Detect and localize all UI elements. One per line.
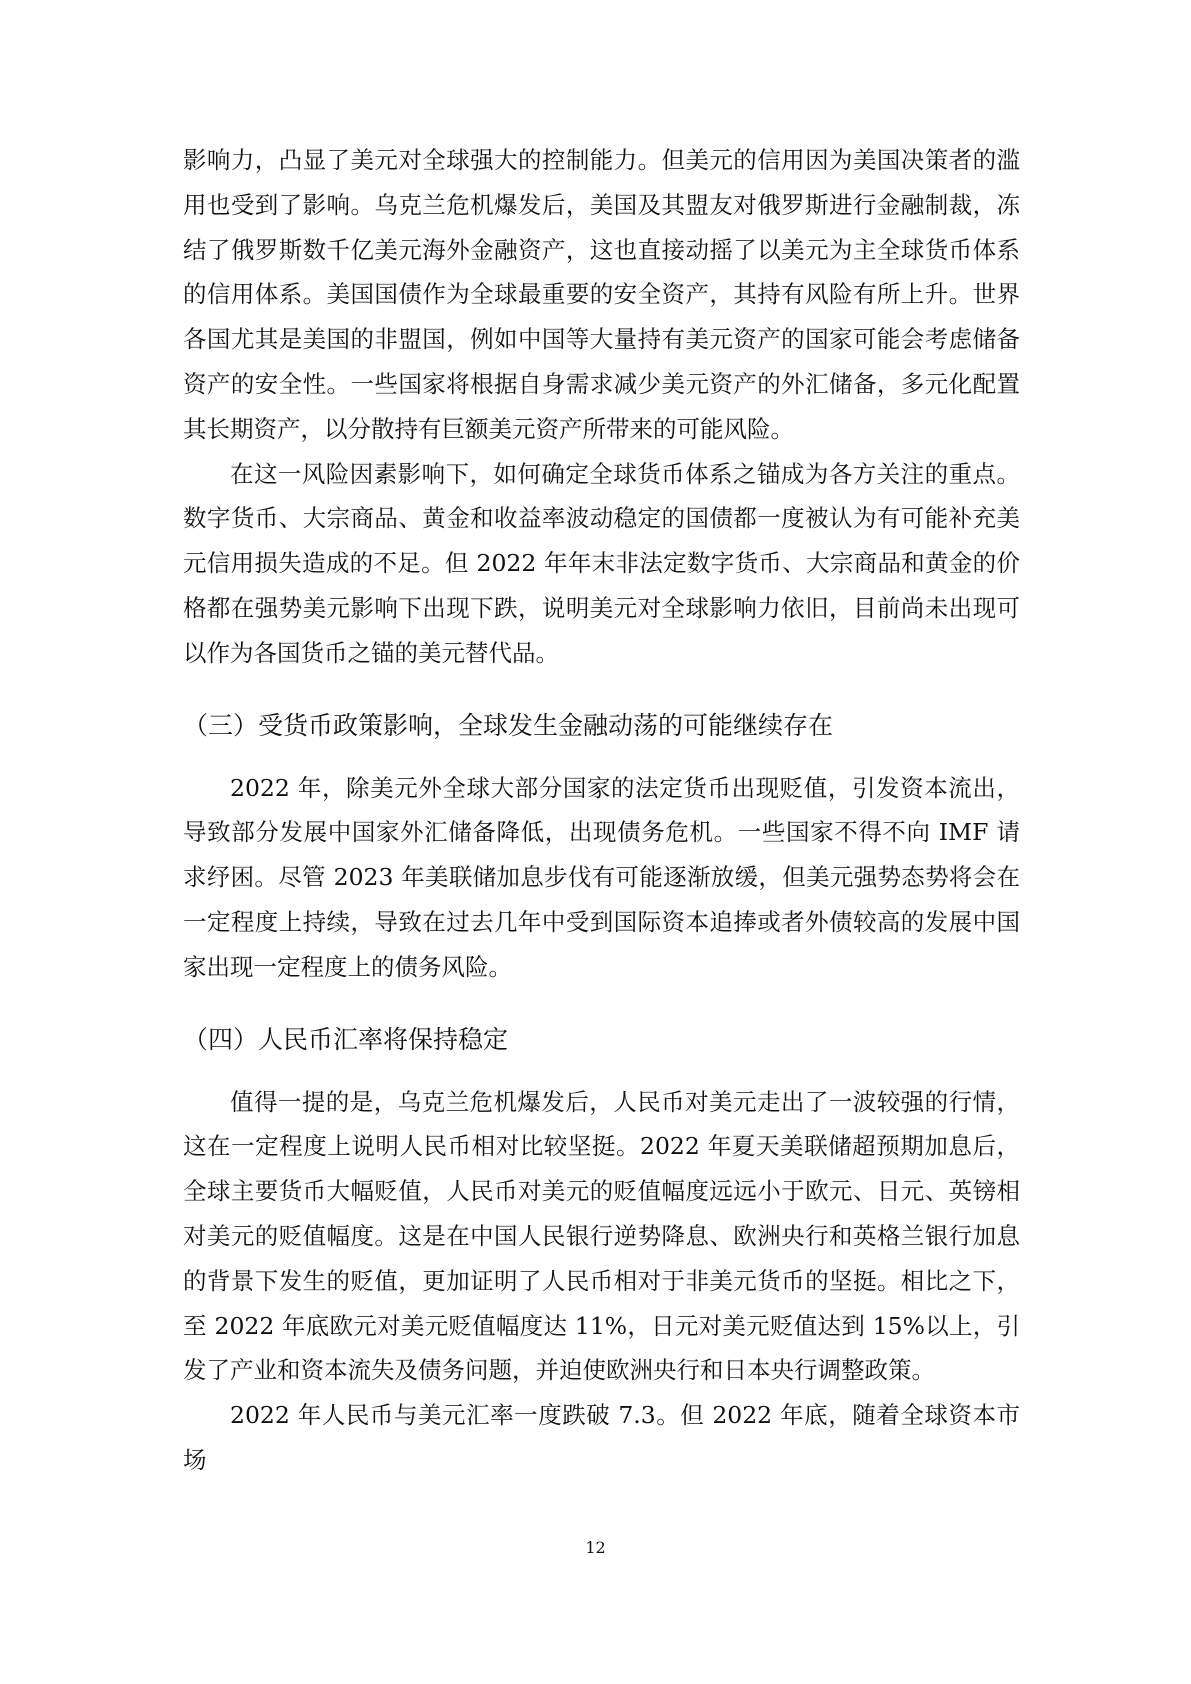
section-heading-4: （四）人民币汇率将保持稳定 xyxy=(183,1024,509,1054)
section-heading-3: （三）受货币政策影响，全球发生金融动荡的可能继续存在 xyxy=(183,710,834,740)
paragraph-monetary-anchor: 在这一风险因素影响下，如何确定全球货币体系之锚成为各方关注的重点。数字货币、大宗商品、黄金和收益率波动稳定的国债都一度被认为有可能补充美元信用损失造成的不足。但 2022 年年末非法定数字货币、大宗商品和黄金的价格都在强势美元影响下出现下跌，说明美元对全球影响力依旧，目前尚未出现可以作为各国货币之锚的美元替代品。 xyxy=(183,459,1020,667)
document-body xyxy=(183,138,1020,1483)
paragraph-rmb-stability: 值得一提的是，乌克兰危机爆发后，人民币对美元走出了一波较强的行情，这在一定程度上说明人民币相对比较坚挺。2022 年夏天美联储超预期加息后，全球主要货币大幅贬值，人民币对美元的贬值幅度远远小于欧元、日元、英镑相对美元的贬值幅度。这是在中国人民银行逆势降息、欧洲央行和英格兰银行加息的背景下发生的贬值，更加证明了人民币相对于非美元货币的坚挺。相比之下，至 2022 年底欧元对美元贬值幅度达 11%，日元对美元贬值达到 15%以上，引发了产业和资本流失及债务问题，并迫使欧洲央行和日本央行调整政策。 xyxy=(183,1087,1020,1385)
paragraph-dollar-credit: 影响力，凸显了美元对全球强大的控制能力。但美元的信用因为美国决策者的滥用也受到了影响。乌克兰危机爆发后，美国及其盟友对俄罗斯进行金融制裁，冻结了俄罗斯数千亿美元海外金融资产，这也直接动摇了以美元为主全球货币体系的信用体系。美国国债作为全球最重要的安全资产，其持有风险有所上升。世界各国尤其是美国的非盟国，例如中国等大量持有美元资产的国家可能会考虑储备资产的安全性。一些国家将根据自身需求减少美元资产的外汇储备，多元化配置其长期资产，以分散持有巨额美元资产所带来的可能风险。 xyxy=(183,146,1020,443)
page-number: 12 xyxy=(585,1538,606,1557)
paragraph-rmb-exchange-rate: 2022 年人民币与美元汇率一度跌破 7.3。但 2022 年底，随着全球资本市场 xyxy=(183,1401,1020,1474)
paragraph-financial-turmoil: 2022 年，除美元外全球大部分国家的法定货币出现贬值，引发资本流出，导致部分发展中国家外汇储备降低，出现债务危机。一些国家不得不向 IMF 请求纾困。尽管 2023 年美联储加息步伐有可能逐渐放缓，但美元强势态势将会在一定程度上持续，导致在过去几年中受到国际资本追捧或者外债较高的发展中国家出现一定程度上的债务风险。 xyxy=(183,773,1020,981)
